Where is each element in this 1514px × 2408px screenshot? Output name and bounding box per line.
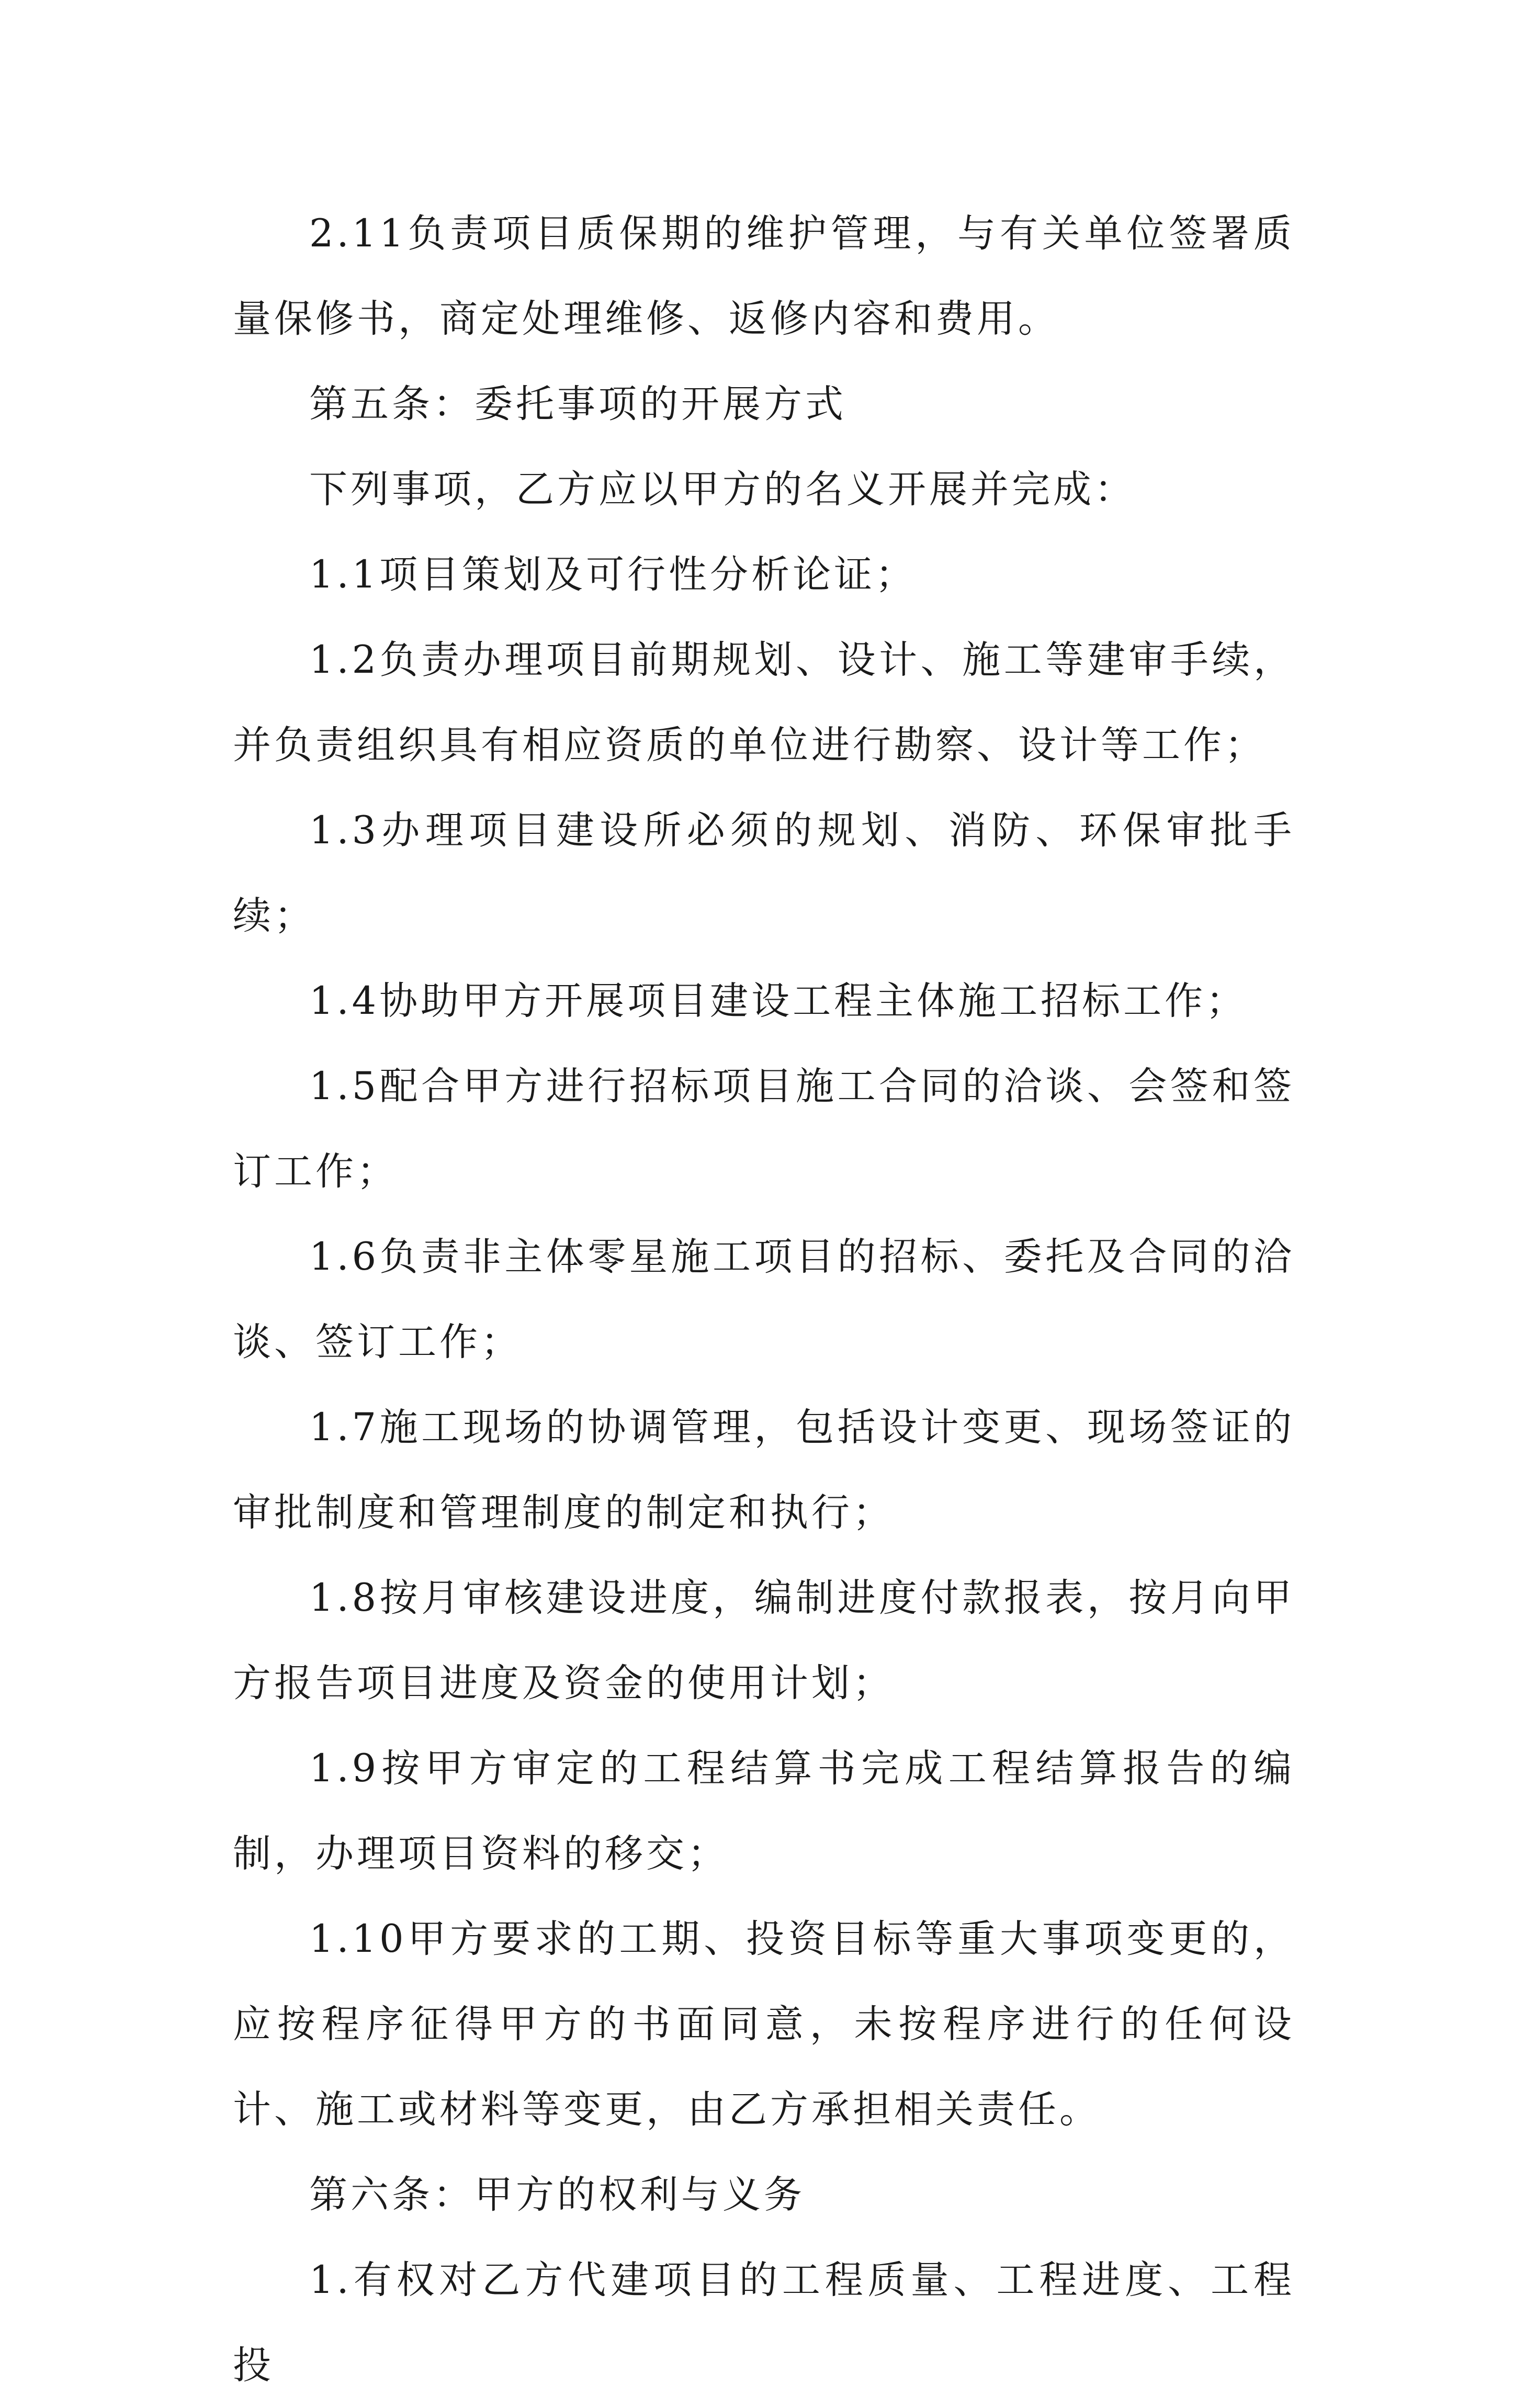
paragraph-1-3: 1.3办理项目建设所必须的规划、消防、环保审批手续； (233, 808, 1295, 938)
paragraph-1-5: 1.5配合甲方进行招标项目施工合同的洽谈、会签和签订工作； (233, 1064, 1295, 1194)
heading-article-5: 第五条：委托事项的开展方式 (309, 382, 846, 426)
paragraph-6-1: 1.有权对乙方代建项目的工程质量、工程进度、工程投 (233, 2258, 1295, 2388)
paragraph-1-9: 1.9按甲方审定的工程结算书完成工程结算报告的编制，办理项目资料的移交； (233, 1746, 1295, 1876)
paragraph-2-11: 2.11负责项目质保期的维护管理，与有关单位签署质量保修书，商定处理维修、返修内容和费用。 (233, 211, 1295, 341)
document-body (233, 191, 1295, 2408)
paragraph-1-1: 1.1项目策划及可行性分析论证； (309, 552, 917, 597)
paragraph-intro: 下列事项，乙方应以甲方的名义开展并完成： (309, 467, 1136, 512)
paragraph-1-8: 1.8按月审核建设进度，编制进度付款报表，按月向甲方报告项目进度及资金的使用计划； (233, 1576, 1295, 1705)
paragraph-1-2: 1.2负责办理项目前期规划、设计、施工等建审手续，并负责组织具有相应资质的单位进行勘察、设计等工作； (233, 638, 1295, 767)
paragraph-1-10: 1.10甲方要求的工期、投资目标等重大事项变更的，应按程序征得甲方的书面同意，未按程序进行的任何设计、施工或材料等变更，由乙方承担相关责任。 (233, 1917, 1295, 2132)
heading-article-6: 第六条：甲方的权利与义务 (309, 2173, 805, 2217)
paragraph-1-7: 1.7施工现场的协调管理，包括设计变更、现场签证的审批制度和管理制度的制定和执行； (233, 1405, 1295, 1535)
paragraph-1-6: 1.6负责非主体零星施工项目的招标、委托及合同的洽谈、签订工作； (233, 1235, 1295, 1364)
paragraph-1-4: 1.4协助甲方开展项目建设工程主体施工招标工作； (309, 979, 1248, 1023)
